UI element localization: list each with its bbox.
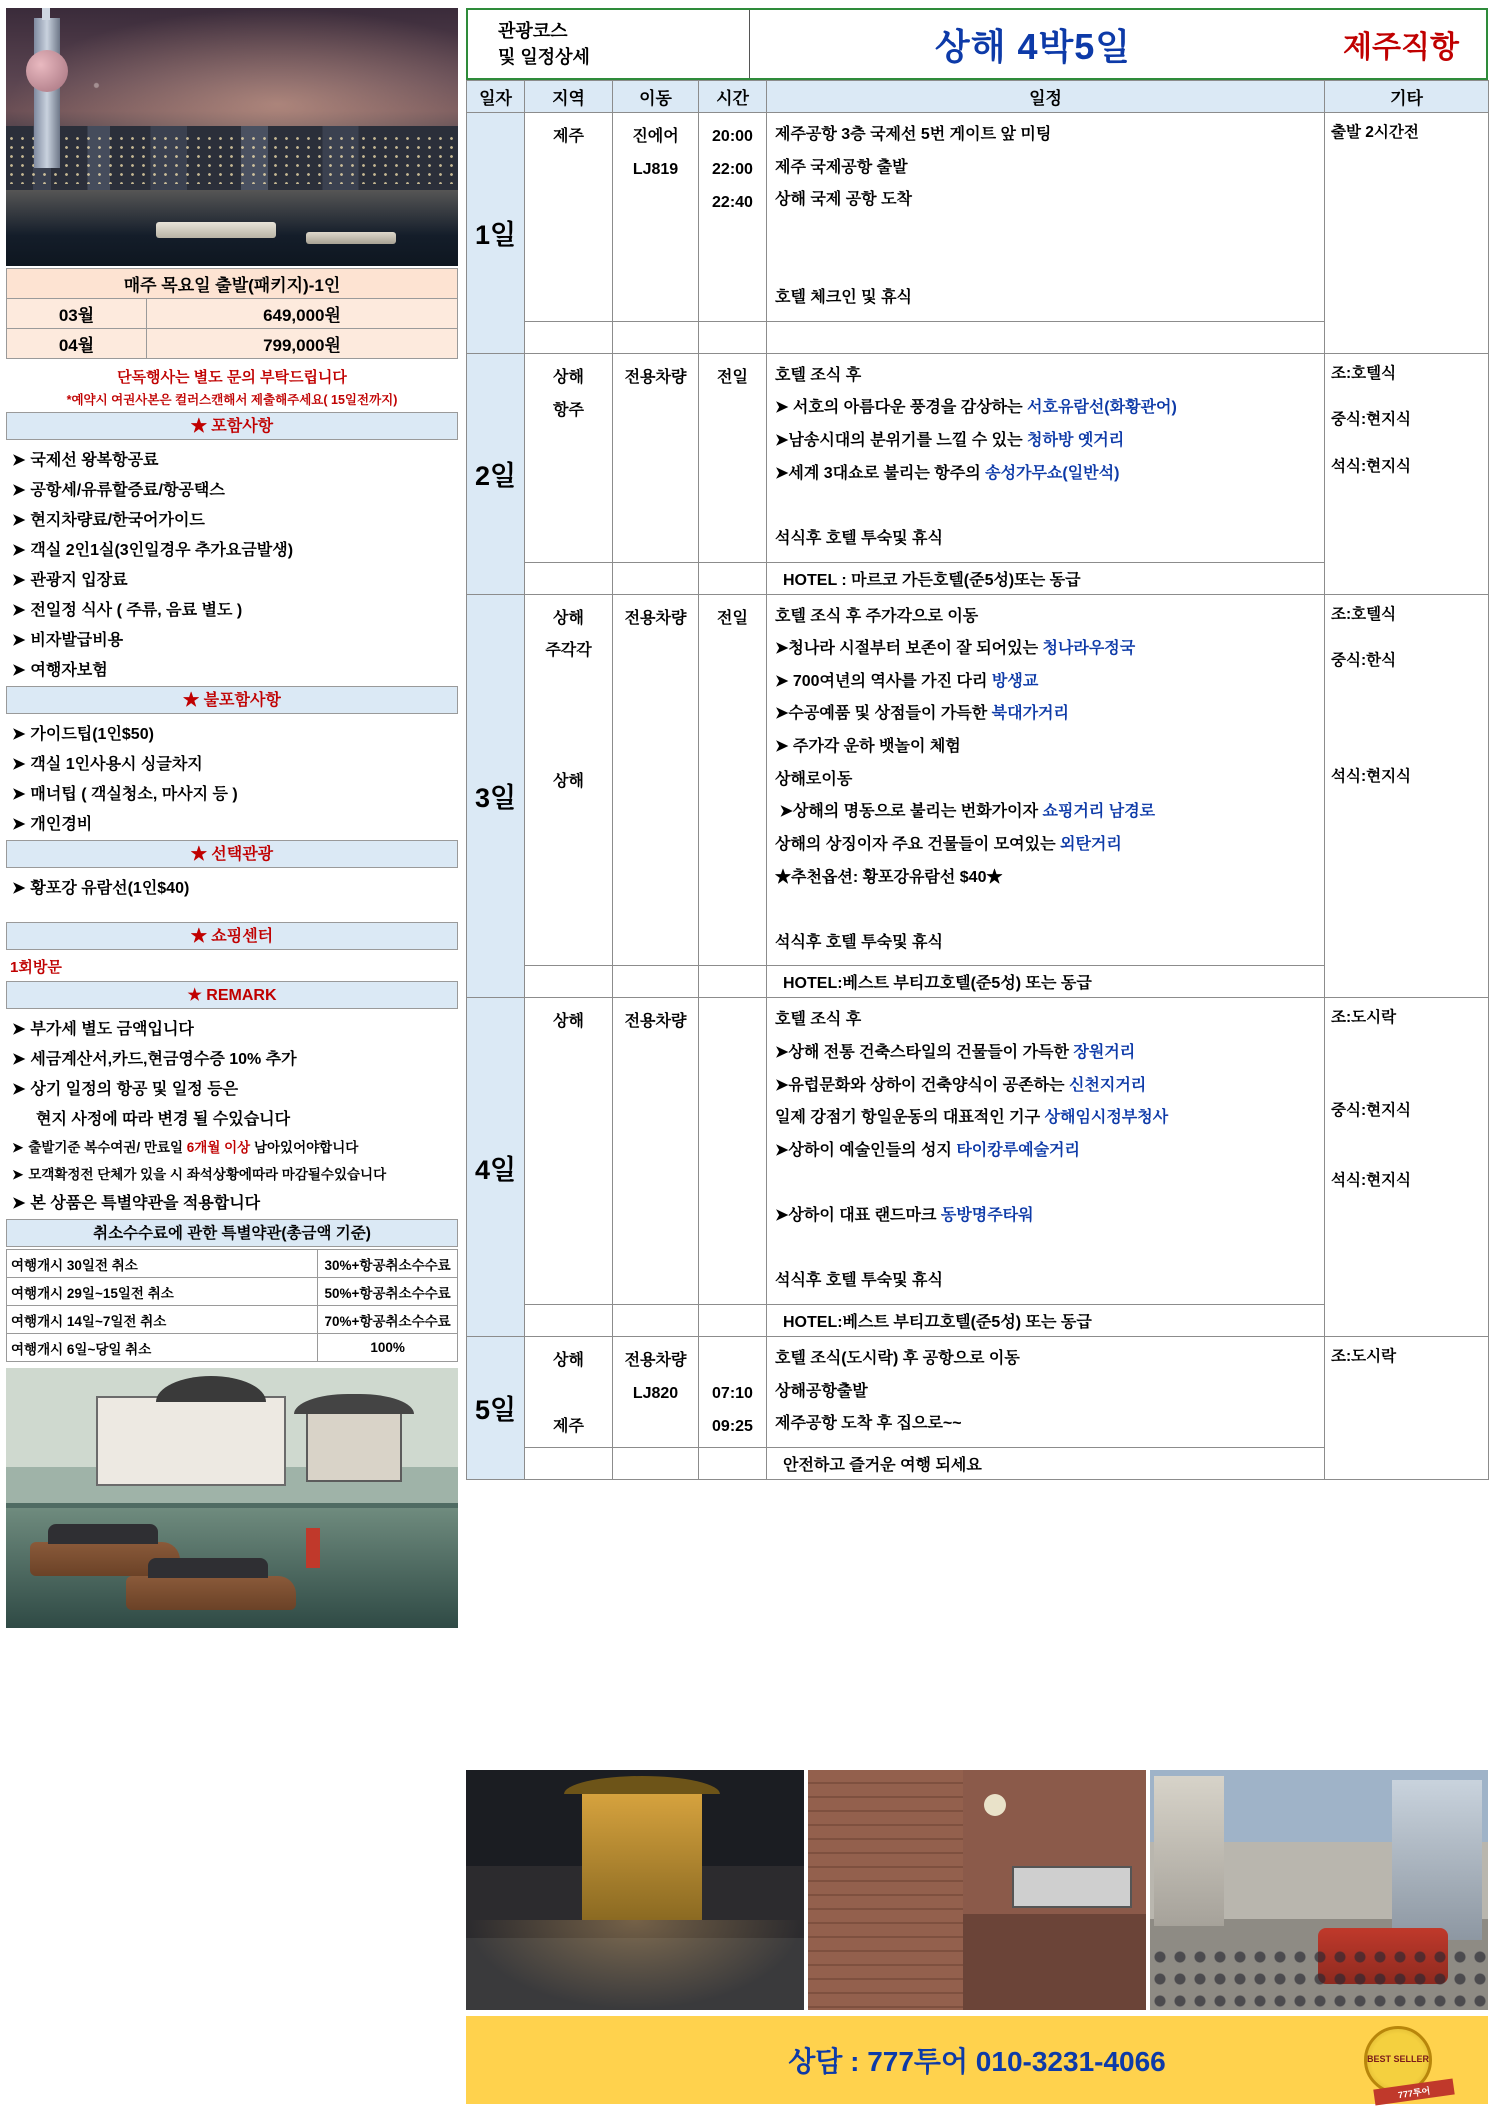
list-item-label: 현지 사정에 따라 변경 될 수있습니다 <box>36 1110 291 1128</box>
optional-tour-list <box>6 868 458 904</box>
day-hotel: HOTEL:베스트 부티끄호텔(준5성) 또는 동급 <box>767 1305 1325 1337</box>
day-hotel: HOTEL:베스트 부티끄호텔(준5성) 또는 동급 <box>767 966 1325 998</box>
list-item-label: 가이드팁(1인$50) <box>30 725 154 743</box>
yuyuan-night-photo <box>466 1770 804 2010</box>
list-item-label: 국제선 왕복항공료 <box>30 451 159 469</box>
course-label-line1: 관광코스 <box>498 20 568 41</box>
list-item-label: 여행자보험 <box>30 661 108 679</box>
list-item: ➤ 전일정 식사 ( 주류, 음료 별도 ) <box>12 601 243 619</box>
list-item: ➤ 객실 2인1실(3인일경우 추가요금발생) <box>12 541 294 559</box>
day-etc: 조:호텔식 중식:현지식 석식:현지식 <box>1325 353 1489 594</box>
table-row <box>7 1278 458 1306</box>
right-column <box>466 8 1488 1480</box>
page-title: 상해 4박5일 <box>934 25 1132 67</box>
list-item-label: 부가세 별도 금액입니다 <box>30 1020 194 1038</box>
col-header-time: 시간 <box>699 81 767 113</box>
table-row <box>467 353 1489 562</box>
list-item-label: 객실 2인1실(3인일경우 추가요금발생) <box>30 541 294 559</box>
passport-note-highlight: 6개월 이상 <box>186 1139 251 1155</box>
list-item-label: 객실 1인사용시 싱글차지 <box>30 755 203 773</box>
list-item-label: 매너팁 ( 객실청소, 마사지 등 ) <box>30 785 238 803</box>
cancel-fee: 50%+항공취소수수료 <box>318 1278 458 1306</box>
day-etc: 조:호텔식 중식:한식 석식:현지식 <box>1325 594 1489 998</box>
list-item-label: 비자발급비용 <box>30 631 124 649</box>
list-item-label: 전일정 식사 ( 주류, 음료 별도 ) <box>30 601 243 619</box>
list-item: ➤ 개인경비 <box>12 815 93 833</box>
day-schedule: 제주공항 3층 국제선 5번 게이트 앞 미팅 제주 국제공항 출발 상해 국제 공항 도착 호텔 체크인 및 휴식 <box>767 113 1325 322</box>
list-item: ➤ 세금계산서,카드,현금영수증 10% 추가 <box>12 1050 297 1068</box>
day-number: 4일 <box>467 998 525 1337</box>
list-item-label: 관광지 입장료 <box>30 571 128 589</box>
price-month: 03월 <box>7 299 147 329</box>
list-item: ➤ 국제선 왕복항공료 <box>12 451 159 469</box>
table-row <box>467 998 1489 1305</box>
excluded-list <box>6 714 458 840</box>
day-hotel: HOTEL : 마르코 가든호텔(준5성)또는 동급 <box>767 562 1325 594</box>
list-item: ➤ 비자발급비용 <box>12 631 124 649</box>
shanghai-skyline-photo <box>6 8 458 266</box>
day-number: 5일 <box>467 1337 525 1480</box>
best-seller-badge <box>1348 2030 1466 2100</box>
list-item: ➤ 현지차량료/한국어가이드 <box>12 511 205 529</box>
col-header-etc: 기타 <box>1325 81 1489 113</box>
list-item-special: ➤ 본 상품은 특별약관을 적용합니다 <box>12 1194 261 1212</box>
col-header-area: 지역 <box>525 81 613 113</box>
table-row <box>467 1337 1489 1448</box>
optional-tour-title: ★ 선택관광 <box>6 840 458 868</box>
course-label <box>468 10 750 78</box>
shopping-visit-count: 1회방문 <box>10 959 62 976</box>
closing-message: 안전하고 즐거운 여행 되세요 <box>767 1447 1325 1479</box>
cancel-fee: 70%+항공취소수수료 <box>318 1306 458 1334</box>
table-row <box>7 299 458 329</box>
list-item-label: 세금계산서,카드,현금영수증 10% 추가 <box>30 1050 297 1068</box>
cancel-fee: 100% <box>318 1334 458 1362</box>
day-area: 상해 제주 <box>525 1337 613 1448</box>
day-move: 전용차량 <box>613 594 699 966</box>
itinerary-table <box>466 80 1489 1480</box>
day-schedule: 호텔 조식 후 주가각으로 이동 ➤청나라 시절부터 보존이 잘 되어있는 청나라우정국 ➤ 700여년의 역사를 가진 다리 방생교 ➤수공예품 및 상점들이 가득한 북대가거리 ➤ 주가각 운하 뱃놀이 체험 상해로이동 ➤상해의 명동으로 불리는 번화가이자 쇼핑거리 남경로 상해의 상징이자 주요 건물들이 모여있는 외탄거리 ★추천옵션: 황포강유람선 $40★ 석식후 호텔 투숙및 휴식 <box>767 594 1325 966</box>
table-row <box>467 594 1489 966</box>
day-number: 2일 <box>467 353 525 594</box>
remark-list <box>6 1009 458 1219</box>
group-note-label: 모객확정전 단체가 있을 시 좌석상황에따라 마감될수있습니다 <box>28 1166 387 1182</box>
day-area: 제주 <box>525 113 613 322</box>
day-hotel <box>767 321 1325 353</box>
itinerary-header-row <box>467 81 1489 113</box>
nanjing-road-photo <box>1150 1770 1488 2010</box>
passport-note-post: 남아있어야합니다 <box>250 1139 359 1155</box>
day-time <box>699 998 767 1305</box>
list-item-label: 황포강 유람선(1인$40) <box>30 879 190 897</box>
badge-ribbon: 777투어 <box>1373 2079 1454 2106</box>
list-item-label: 현지차량료/한국어가이드 <box>30 511 205 529</box>
included-title: ★ 포함사항 <box>6 412 458 440</box>
list-item-label: 개인경비 <box>30 815 93 833</box>
col-header-schedule: 일정 <box>767 81 1325 113</box>
badge-rosette: BEST SELLER <box>1364 2026 1432 2094</box>
direct-flight-badge: 제주직항 <box>1343 31 1459 64</box>
day-schedule: 호텔 조식(도시락) 후 공항으로 이동 상해공항출발 제주공항 도착 후 집으로~~ <box>767 1337 1325 1448</box>
course-label-line2: 및 일정상세 <box>498 47 590 67</box>
list-item-label: 상기 일정의 항공 및 일정 등은 <box>30 1080 239 1098</box>
price-table <box>6 268 458 359</box>
list-item: ➤ 객실 1인사용시 싱글차지 <box>12 755 203 773</box>
zhujiajiao-canal-photo <box>6 1368 458 1628</box>
day-time: 07:10 09:25 <box>699 1337 767 1448</box>
day-time: 전일 <box>699 594 767 966</box>
list-item-label: 공항세/유류할증료/항공택스 <box>30 481 225 499</box>
photo-strip <box>466 1770 1488 2010</box>
list-item <box>10 1102 458 1132</box>
list-item: ➤ 부가세 별도 금액입니다 <box>12 1020 194 1038</box>
cancel-policy-table <box>6 1249 458 1362</box>
cancel-term: 여행개시 29일~15일전 취소 <box>7 1278 318 1306</box>
day-number: 1일 <box>467 113 525 354</box>
list-item-passport: ➤ 출발기준 복수여권/ 만료일 6개월 이상 남아있어야합니다 <box>12 1139 359 1155</box>
footer-contact-bar <box>466 2016 1488 2104</box>
day-time: 20:00 22:00 22:40 <box>699 113 767 322</box>
table-row <box>7 1306 458 1334</box>
day-area: 상해 주각각 상해 <box>525 594 613 966</box>
day-etc: 출발 2시간전 <box>1325 113 1489 354</box>
left-column <box>6 8 458 1628</box>
table-row <box>7 329 458 359</box>
list-item: ➤ 매너팁 ( 객실청소, 마사지 등 ) <box>12 785 238 803</box>
col-header-day: 일자 <box>467 81 525 113</box>
day-move: 진에어 LJ819 <box>613 113 699 322</box>
day-area: 상해 항주 <box>525 353 613 562</box>
special-terms-label: 본 상품은 특별약관을 적용합니다 <box>30 1194 261 1212</box>
price-amount: 799,000원 <box>147 329 458 359</box>
day-time: 전일 <box>699 353 767 562</box>
list-item: ➤ 여행자보험 <box>12 661 108 679</box>
list-item: ➤ 상기 일정의 항공 및 일정 등은 <box>12 1080 239 1098</box>
cancel-term: 여행개시 30일전 취소 <box>7 1250 318 1278</box>
price-table-title: 매주 목요일 출발(패키지)-1인 <box>7 269 458 299</box>
list-item: ➤ 공항세/유류할증료/항공택스 <box>12 481 225 499</box>
remark-title: ★ REMARK <box>6 981 458 1009</box>
cancel-policy-title: 취소수수료에 관한 특별약관(총금액 기준) <box>6 1219 458 1247</box>
excluded-title: ★ 불포함사항 <box>6 686 458 714</box>
table-row <box>7 1334 458 1362</box>
day-etc: 조:도시락 중식:현지식 석식:현지식 <box>1325 998 1489 1337</box>
day-schedule: 호텔 조식 후 ➤상해 전통 건축스타일의 건물들이 가득한 장원거리 ➤유럽문화와 상하이 건축양식이 공존하는 신천지거리 일제 강점기 항일운동의 대표적인 기구 상해임시정부청사 ➤상하이 예술인들의 성지 타이캉루예술거리 ➤상하이 대표 랜드마크 동방명주타워 석식후 호텔 투숙및 휴식 <box>767 998 1325 1305</box>
passport-note-pre: 출발기준 복수여권/ 만료일 <box>28 1139 187 1155</box>
included-list <box>6 440 458 686</box>
day-schedule: 호텔 조식 후 ➤ 서호의 아름다운 풍경을 감상하는 서호유람선(화황관어) ➤남송시대의 분위기를 느낄 수 있는 청하방 옛거리 ➤세계 3대쇼로 불리는 항주의 송성가무쇼(일반석) 석식후 호텔 투숙및 휴식 <box>767 353 1325 562</box>
day-number: 3일 <box>467 594 525 998</box>
day-etc: 조:도시락 <box>1325 1337 1489 1480</box>
passport-scan-note: *예약시 여권사본은 컬러스캔해서 제출해주세요( 15일전까지) <box>66 393 398 407</box>
price-month: 04월 <box>7 329 147 359</box>
day-move: 전용차량 <box>613 998 699 1305</box>
table-row <box>467 113 1489 322</box>
list-item: ➤ 가이드팁(1인$50) <box>12 725 154 743</box>
shopping-center-title: ★ 쇼핑센터 <box>6 922 458 950</box>
day-move: 전용차량 LJ820 <box>613 1337 699 1448</box>
day-move: 전용차량 <box>613 353 699 562</box>
title-bar <box>466 8 1488 80</box>
list-item: ➤ 황포강 유람선(1인$40) <box>12 879 190 897</box>
cancel-term: 여행개시 14일~7일전 취소 <box>7 1306 318 1334</box>
cancel-fee: 30%+항공취소수수료 <box>318 1250 458 1278</box>
contact-text: 상담 : 777투어 010-3231-4066 <box>788 2046 1166 2077</box>
col-header-move: 이동 <box>613 81 699 113</box>
provisional-government-photo <box>808 1770 1146 2010</box>
day-area: 상해 <box>525 998 613 1305</box>
list-item-group: ➤ 모객확정전 단체가 있을 시 좌석상황에따라 마감될수있습니다 <box>12 1166 387 1182</box>
list-item: ➤ 관광지 입장료 <box>12 571 128 589</box>
table-row <box>7 1250 458 1278</box>
price-amount: 649,000원 <box>147 299 458 329</box>
cancel-term: 여행개시 6일~당일 취소 <box>7 1334 318 1362</box>
single-group-note: 단독행사는 별도 문의 부탁드립니다 <box>117 369 347 386</box>
